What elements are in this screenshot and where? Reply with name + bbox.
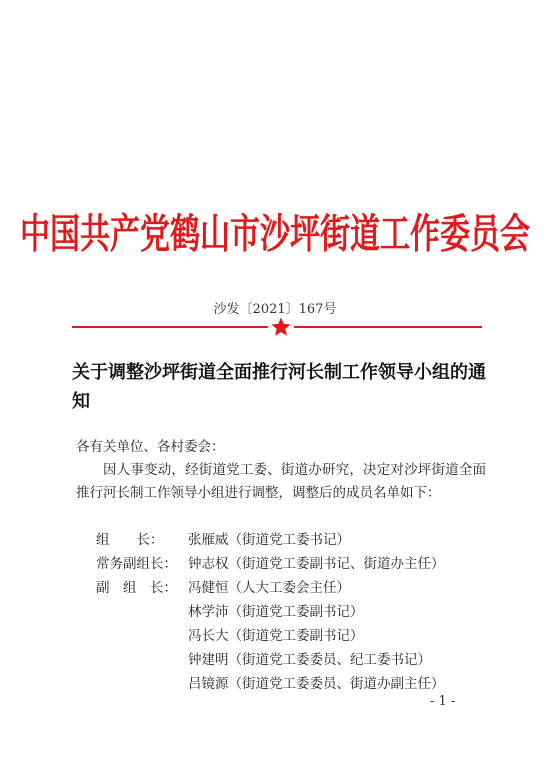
star-icon xyxy=(270,316,292,338)
member-row xyxy=(96,624,496,648)
member-detail: 钟志权（街道党工委副书记、街道办主任） xyxy=(188,556,445,572)
member-role: 副 组 长： xyxy=(96,580,177,596)
letterhead-org-name: 中国共产党鹤山市沙坪街道工作委员会 xyxy=(20,210,530,259)
member-detail: 吕镜源（街道党工委委员、街道办副主任） xyxy=(188,676,445,692)
member-detail: 林学沛（街道党工委副书记） xyxy=(188,604,364,620)
member-row xyxy=(96,672,496,696)
member-row xyxy=(96,528,496,552)
member-list xyxy=(96,528,496,696)
document-number: 沙发〔2021〕167号 xyxy=(213,302,337,317)
red-rule-left xyxy=(72,326,268,328)
member-role: 组 长： xyxy=(96,532,164,548)
document-title: 关于调整沙坪街道全面推行河长制工作领导小组的通知 xyxy=(72,362,486,412)
red-rule-right xyxy=(294,326,482,328)
member-detail: 张雁威（街道党工委书记） xyxy=(188,532,350,548)
page-number: - 1 - xyxy=(430,694,456,709)
member-row xyxy=(96,648,496,672)
member-row xyxy=(96,576,496,600)
salutation: 各有关单位、各村委会： xyxy=(76,439,225,455)
member-row xyxy=(96,552,496,576)
member-detail: 钟建明（街道党工委委员、纪工委书记） xyxy=(188,652,431,668)
member-row xyxy=(96,600,496,624)
member-detail: 冯长大（街道党工委副书记） xyxy=(188,628,364,644)
member-detail: 冯健恒（人大工委会主任） xyxy=(188,580,350,596)
member-role: 常务副组长： xyxy=(96,556,177,572)
body-paragraph: 因人事变动，经街道党工委、街道办研究，决定对沙坪街道全面推行河长制工作领导小组进行调整，调整后的成员名单如下： xyxy=(76,462,486,501)
